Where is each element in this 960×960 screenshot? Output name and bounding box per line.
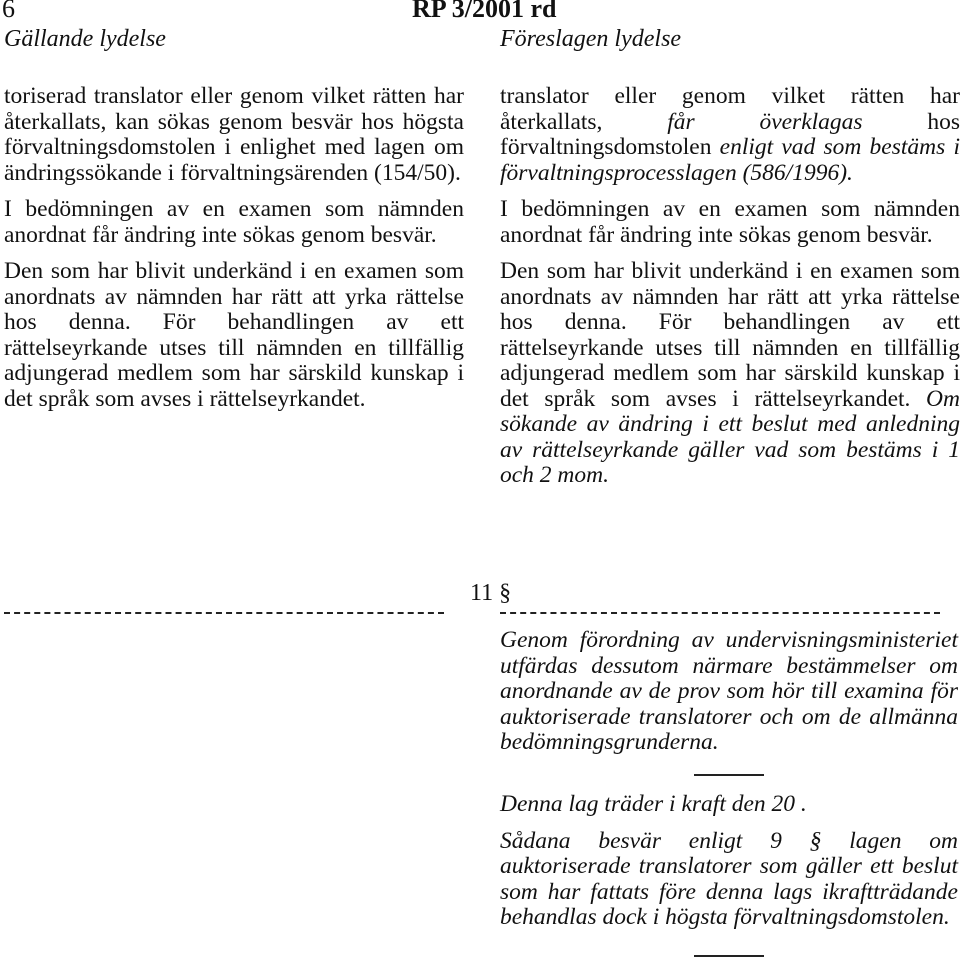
proposed-wording-column [500, 84, 960, 500]
proposed-p1-emphasis-b: enligt vad som bestäms i förvaltningsprocesslagen (586/1996). [500, 134, 960, 186]
proposed-p1-text-b: hos förvaltningsdomstolen [500, 108, 960, 160]
section-11-paragraph: Genom förordning av undervisningsministeriet utfärdas dessutom närmare bestämmelser om anordnande av de prov som hör till examina för auktoriserade translatorer och om de allmänna bedömningsgrunderna. [500, 627, 958, 755]
current-paragraph-2: I bedömningen av en examen som nämnden anordnat får ändring inte sökas genom besvär. [4, 196, 464, 248]
short-rule-bottom [694, 955, 764, 957]
page-number: 6 [2, 0, 15, 23]
proposed-p3-emphasis: Om sökande av ändring i ett beslut med anledning av rättelseyrkande gäller vad som bestäms i 1 och 2 mom. [500, 385, 960, 488]
transitional-provision-paragraph: Sådana besvär enligt 9 § lagen om auktoriserade translatorer som gäller ett beslut som har fattats före denna lags ikraftträdande behandlas dock i högsta förvaltningsdomstolen. [500, 827, 958, 930]
left-dashed-separator [4, 612, 444, 614]
proposed-p3-text: Den som har blivit underkänd i en examen som anordnats av nämnden har rätt att yrka rättelse hos denna. För behandlingen av ett rättelseyrkande utses till nämnden en tillfällig adjungerad medlem som har särskild kunskap i det språk som avses i rättelseyrkandet. [500, 258, 960, 412]
document-reference: RP 3/2001 rd [412, 0, 557, 23]
entry-into-force-paragraph: Denna lag träder i kraft den 20 . [500, 791, 807, 817]
proposed-paragraph-1 [500, 84, 960, 186]
entry-into-force-text [500, 784, 958, 942]
current-paragraph-3: Den som har blivit underkänd i en examen som anordnats av nämnden har rätt att yrka rättelse hos denna. För behandlingen av ett rättelseyrkande utses till nämnden en tillfällig adjungerad medlem som har särskild kunskap i det språk som avses i rättelseyrkandet. [4, 258, 464, 412]
current-wording-heading: Gällande lydelse [4, 26, 166, 52]
section-11-text [500, 628, 958, 767]
short-rule-top [694, 774, 764, 776]
current-paragraph-1: toriserad translator eller genom vilket rätten har återkallats, kan sökas genom besvär hos högsta förvaltningsdomstolen i enlighet med lagen om ändringssökande i förvaltningsärenden (154/50). [4, 83, 464, 186]
proposed-paragraph-2: I bedömningen av en examen som nämnden anordnat får ändring inte sökas genom besvär. [500, 196, 960, 248]
proposed-p1-text-a: translator eller genom vilket rätten har återkallats, [500, 83, 960, 135]
section-label: 11 § [470, 580, 512, 606]
proposed-paragraph-3 [500, 259, 960, 489]
proposed-wording-heading: Föreslagen lydelse [500, 26, 682, 52]
current-wording-column [4, 84, 464, 423]
right-dashed-separator [500, 612, 940, 614]
proposed-p1-emphasis-a: får överklagas [667, 108, 863, 135]
